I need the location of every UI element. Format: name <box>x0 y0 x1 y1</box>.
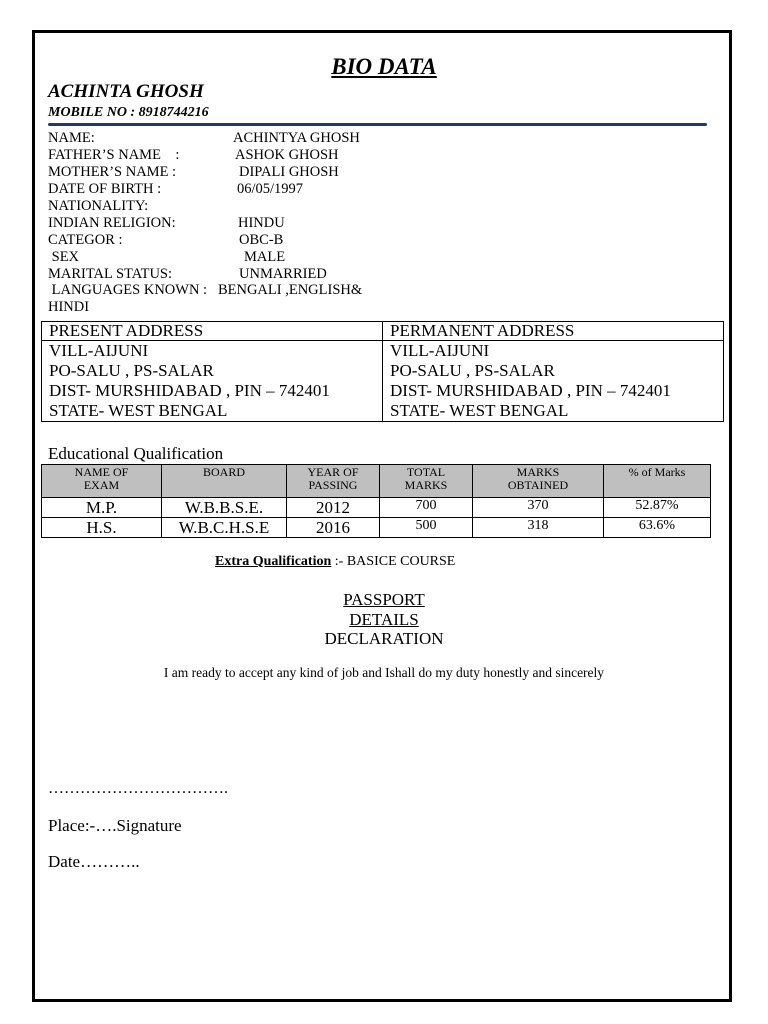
year-cell: 2016 <box>287 518 380 538</box>
personal-label-mother: MOTHER’S NAME : <box>48 164 177 180</box>
col-header-year: YEAR OF PASSING <box>287 465 380 498</box>
col-header-obtained: MARKS OBTAINED <box>473 465 604 498</box>
signature-line: ……………………………. <box>48 780 228 797</box>
header-divider <box>48 123 707 126</box>
declaration-text: I am ready to accept any kind of job and Ishall do my duty honestly and sincerely <box>163 665 605 680</box>
permanent-address-header: PERMANENT ADDRESS <box>383 322 724 341</box>
extra-qualification-label: Extra Qualification <box>215 554 332 569</box>
col-header-total: TOTAL MARKS <box>380 465 473 498</box>
passport-heading: PASSPORT <box>343 590 425 609</box>
marks-obtained-cell: 370 <box>473 498 604 518</box>
year-cell: 2012 <box>287 498 380 518</box>
col-header-percent: % of Marks <box>604 465 711 498</box>
exam-cell: M.P. <box>42 498 162 518</box>
personal-value-dob: 06/05/1997 <box>237 181 304 197</box>
board-cell: W.B.C.H.S.E <box>162 518 287 538</box>
personal-label-sex: SEX <box>48 249 80 265</box>
education-header-row <box>42 465 711 498</box>
present-address-line: DIST- MURSHIDABAD , PIN – 742401 <box>49 381 330 400</box>
education-table <box>41 464 711 538</box>
address-table <box>41 321 724 422</box>
personal-value-mother: DIPALI GHOSH <box>239 164 339 180</box>
page-title: BIO DATA <box>331 54 437 79</box>
col-header-exam: NAME OF EXAM <box>42 465 162 498</box>
present-address-cell <box>42 341 383 422</box>
permanent-address-line: PO-SALU , PS-SALAR <box>390 361 555 380</box>
personal-value-sex: MALE <box>244 249 286 265</box>
date-line: Date……….. <box>48 852 140 871</box>
personal-label-category: CATEGOR : <box>48 232 123 248</box>
candidate-name: ACHINTA GHOSH <box>48 81 204 102</box>
extra-qualification-value: :- BASICE COURSE <box>331 554 456 569</box>
personal-value-father: ASHOK GHOSH <box>235 147 339 163</box>
personal-value-category: OBC-B <box>239 232 284 248</box>
personal-value-marital: UNMARRIED <box>239 266 327 282</box>
total-marks-cell: 700 <box>380 498 473 518</box>
extra-qualification <box>215 554 455 570</box>
declaration-heading: DECLARATION <box>324 629 444 648</box>
percent-cell: 52.87% <box>604 498 711 518</box>
present-address-line: PO-SALU , PS-SALAR <box>49 361 214 380</box>
personal-label-name: NAME: <box>48 130 95 146</box>
permanent-address-cell <box>383 341 724 422</box>
education-heading: Educational Qualification <box>48 444 224 463</box>
personal-label-marital: MARITAL STATUS: <box>48 266 173 282</box>
place-signature: Place:-….Signature <box>48 816 182 835</box>
mobile-number: MOBILE NO : 8918744216 <box>48 105 209 120</box>
personal-value-religion: HINDU <box>238 215 285 231</box>
board-cell: W.B.B.S.E. <box>162 498 287 518</box>
total-marks-cell: 500 <box>380 518 473 538</box>
personal-value-name: ACHINTYA GHOSH <box>233 130 360 146</box>
present-address-line: STATE- WEST BENGAL <box>49 401 228 420</box>
personal-label-dob: DATE OF BIRTH : <box>48 181 162 197</box>
marks-obtained-cell: 318 <box>473 518 604 538</box>
personal-languages-cont: HINDI <box>48 299 90 315</box>
permanent-address-line: VILL-AIJUNI <box>390 341 490 360</box>
table-row <box>42 498 711 518</box>
col-header-board: BOARD <box>162 465 287 498</box>
details-heading: DETAILS <box>349 610 419 629</box>
permanent-address-line: DIST- MURSHIDABAD , PIN – 742401 <box>390 381 671 400</box>
personal-label-religion: INDIAN RELIGION: <box>48 215 176 231</box>
personal-languages: LANGUAGES KNOWN : BENGALI ,ENGLISH& <box>48 282 363 298</box>
personal-label-nationality: NATIONALITY: <box>48 198 149 214</box>
personal-label-father: FATHER’S NAME : <box>48 147 180 163</box>
exam-cell: H.S. <box>42 518 162 538</box>
present-address-header: PRESENT ADDRESS <box>42 322 383 341</box>
table-row <box>42 518 711 538</box>
percent-cell: 63.6% <box>604 518 711 538</box>
present-address-line: VILL-AIJUNI <box>49 341 149 360</box>
permanent-address-line: STATE- WEST BENGAL <box>390 401 569 420</box>
